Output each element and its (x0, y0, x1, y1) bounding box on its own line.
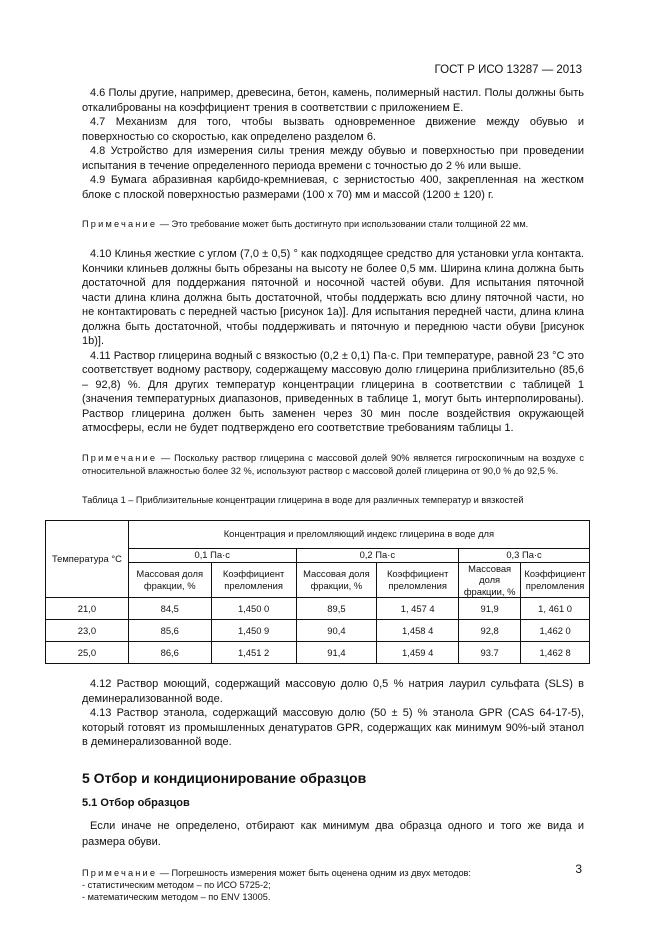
clause-4-13: 4.13 Раствор этанола, содержащий массовую долю (50 ± 5) % этанола GPR (CAS 64-17-5), который готовят из промышленных денатуратов GPR, содержащих как минимум 90%-ый этанол в деминерализованной воде. (82, 707, 584, 748)
note-2-text: — Поскольку раствор глицерина с массовой долей 90% является гигроскопичным на воздухе с относительной влажностью более 32 %, используют раствор с массовой долей глицерина от 90,0 % до 92,5 %. (82, 452, 584, 476)
clause-4-12: 4.12 Раствор моющий, содержащий массовую долю 0,5 % натрия лаурил сульфата (SLS) в деминерализованной воде. (82, 678, 584, 705)
table-cell: 85,6 (128, 620, 211, 642)
table-cell: 86,6 (128, 642, 211, 664)
document-header: ГОСТ Р ИСО 13287 — 2013 (434, 64, 582, 76)
table-cell: 21,0 (46, 598, 129, 620)
viscosity-header: 0,3 Па·с (459, 548, 590, 562)
table-cell: 1, 461 0 (521, 598, 590, 620)
note-label: Примечание (82, 452, 158, 463)
table-cell: 93.7 (459, 642, 521, 664)
note-1-text: — Это требование может быть достигнуто при использовании стали толщиной 22 мм. (157, 219, 529, 229)
table-row (46, 642, 590, 664)
table-row (46, 620, 590, 642)
table-cell: 90,4 (296, 620, 377, 642)
viscosity-header: 0,2 Па·с (296, 548, 459, 562)
note-3-item: - математическим методом – по ENV 13005. (82, 891, 271, 902)
note-2 (82, 452, 584, 478)
table-cell: 23,0 (46, 620, 129, 642)
glycerin-table (45, 520, 590, 665)
column-header: Коэффициент преломления (521, 562, 590, 598)
viscosity-header: 0,1 Па·с (128, 548, 296, 562)
clause-4-6: 4.6 Полы другие, например, древесина, бетон, камень, полимерный настил. Полы должны быть откалиброваны на коэффициент трения в соответствии с приложением Е. (82, 87, 584, 114)
table-cell: 89,5 (296, 598, 377, 620)
note-3-text: — Погрешность измерения может быть оценена одним из двух методов: (157, 867, 471, 878)
table-cell: 1,462 0 (521, 620, 590, 642)
clause-5-1: Если иначе не определено, отбирают как минимум два образца одного и того же вида и размера обуви. (82, 819, 584, 848)
clause-4-10: 4.10 Клинья жесткие с углом (7,0 ± 0,5) ° как подходящее средство для установки угла контакта. Кончики клиньев должны быть обрезаны на высоту не более 0,5 мм. Ширина клина должна быть достаточной для поддержания пяточной и носочной частей обуви. Для испытания пяточной части длина клина должна быть достаточной, чтобы поддержать всю длину пяточной части, но не контактировать с передней частью [рисунок 1а)]. Для испытания передней части, длина клина должна быть достаточной, чтобы поддерживать и пяточную и переднюю части обуви [рисунок 1b)]. (82, 248, 584, 347)
clause-4-8: 4.8 Устройство для измерения силы трения между обувью и поверхностью при проведении испытания в течение определенного периода времени с точностью до 2 % или выше. (82, 145, 584, 172)
column-header: Коэффициент преломления (211, 562, 296, 598)
note-3-item: - статистическим методом – по ИСО 5725-2; (82, 879, 271, 890)
note-1 (82, 218, 584, 231)
table-cell: 1,462 8 (521, 642, 590, 664)
table-cell: 91,4 (296, 642, 377, 664)
page-number: 3 (575, 862, 582, 876)
table-cell: 1,459 4 (377, 642, 459, 664)
clause-4-11: 4.11 Раствор глицерина водный с вязкостью (0,2 ± 0,1) Па·с. При температуре, равной 23 °С это соответствует водному раствору, содержащему массовую долю глицерина приблизительно (85,6 – 92,8) %. Для других температур концентрации глицерина в соответствии с таблицей 1 (значения температурных диапазонов, приведенных в таблице 1, могут быть интерполированы). Раствор глицерина должен быть заменен через 30 мин после воздействия окружающей атмосферы, если не будет подтверждено его соответствие требованиям таблицы 1. (82, 349, 584, 434)
column-header: Массовая доля фракции, % (459, 562, 521, 598)
section-5-heading: 5 Отбор и кондиционирование образцов (82, 769, 367, 786)
clause-4-9: 4.9 Бумага абразивная карбидо-кремниевая, с зернистостью 400, закрепленная на жестком блоке с плоской поверхностью размерами (100 х 70) мм и массой (1200 ± 120) г. (82, 174, 584, 201)
clause-4-7: 4.7 Механизм для того, чтобы вызвать одновременное движение между обувью и поверхностью со скоростью, как определено разделом 6. (82, 116, 584, 143)
page-body (51, 86, 586, 903)
table-cell: 1,458 4 (377, 620, 459, 642)
temperature-header: Температура °С (46, 520, 129, 598)
table-cell: 1, 457 4 (377, 598, 459, 620)
section-5-1-heading: 5.1 Отбор образцов (82, 796, 190, 809)
table-cell: 1,450 9 (211, 620, 296, 642)
table-caption: Таблица 1 – Приблизительные концентрации глицерина в воде для различных температур и вязкостей (82, 494, 524, 505)
table-cell: 25,0 (46, 642, 129, 664)
table-cell: 91,9 (459, 598, 521, 620)
column-header: Массовая доля фракции, % (296, 562, 377, 598)
column-header: Коэффициент преломления (377, 562, 459, 598)
note-3 (82, 867, 584, 879)
concentration-group-header: Концентрация и преломляющий индекс глицерина в воде для (128, 520, 589, 548)
note-label: Примечание (82, 867, 158, 878)
table-cell: 92,8 (459, 620, 521, 642)
table-cell: 1,451 2 (211, 642, 296, 664)
table-row (46, 598, 590, 620)
note-label: Примечание (82, 219, 158, 229)
table-cell: 1,450 0 (211, 598, 296, 620)
column-header: Массовая доля фракции, % (128, 562, 211, 598)
table-cell: 84,5 (128, 598, 211, 620)
